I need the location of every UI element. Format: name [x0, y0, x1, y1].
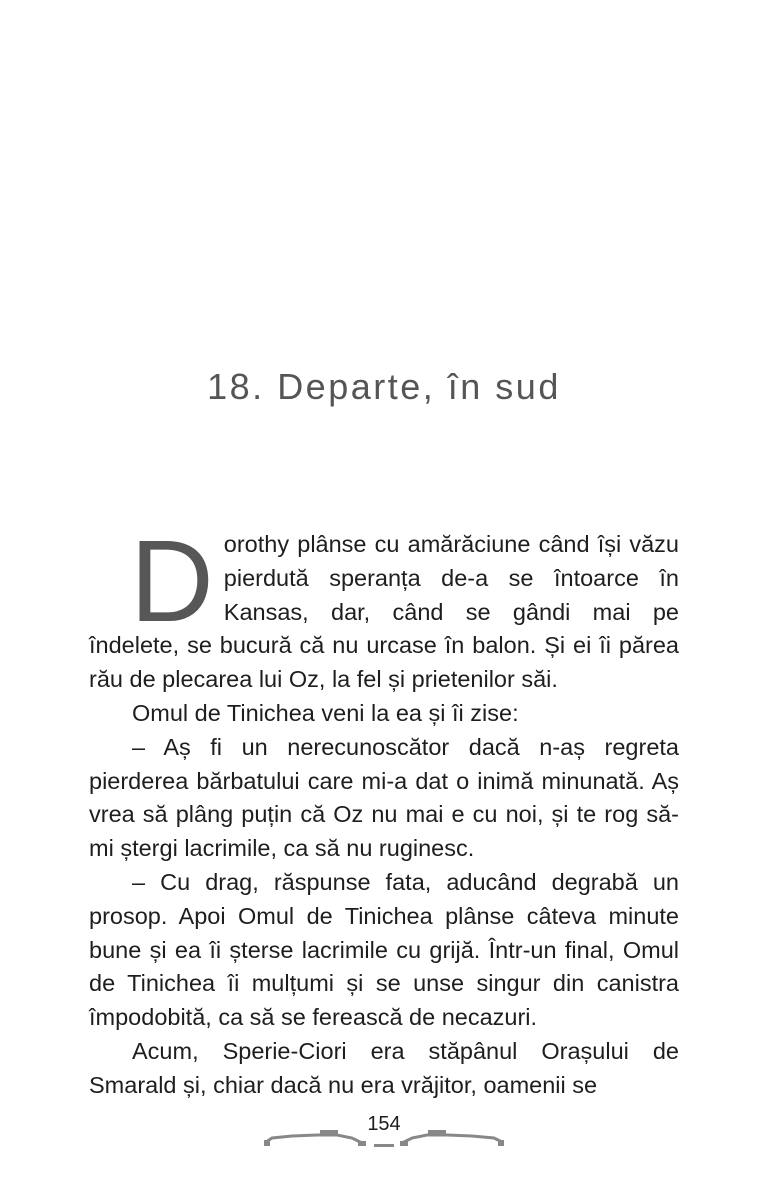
- paragraph-1: [89, 516, 679, 697]
- paragraph-5: Acum, Sperie-Ciori era stăpânul Orașului de Smarald și, chiar dacă nu era vrăjitor, oamenii se: [89, 1037, 679, 1098]
- paragraph-4: – Cu drag, răspunse fata, aducând degrabă un prosop. Apoi Omul de Tinichea plânse câteva minute bune și ea îi șterse lacrimile cu grijă. Într-un final, Omul de Tinichea îi mulțumi și se unse singur din canistra împodobită, ca să se ferească de necazuri.: [89, 868, 679, 1031]
- paragraph-1-text: orothy plânse cu amărăciune când își văzu pierdută speranța de-a se întoarce în Kansas, dar, când se gândi mai pe îndelete, se bucură că nu urcase în balon. Și ei îi părea rău de plecarea lui Oz, la fel și prietenilor săi.: [89, 531, 679, 693]
- chapter-body: [89, 516, 679, 1103]
- flourish-ornament-icon: [262, 1126, 506, 1150]
- paragraph-3: – Aș fi un nerecunoscător dacă n-aș regreta pierderea bărbatului care mi-a dat o inimă minunată. Aș vrea să plâng puțin că Oz nu mai e cu noi, și te rog să-mi ștergi lacrimile, ca să nu ruginesc.: [89, 733, 679, 862]
- drop-cap: D: [130, 516, 214, 646]
- paragraph-2: Omul de Tinichea veni la ea și îi zise:: [132, 699, 519, 726]
- page-number: 154: [367, 1113, 401, 1135]
- chapter-title: 18. Departe, în sud: [207, 366, 561, 407]
